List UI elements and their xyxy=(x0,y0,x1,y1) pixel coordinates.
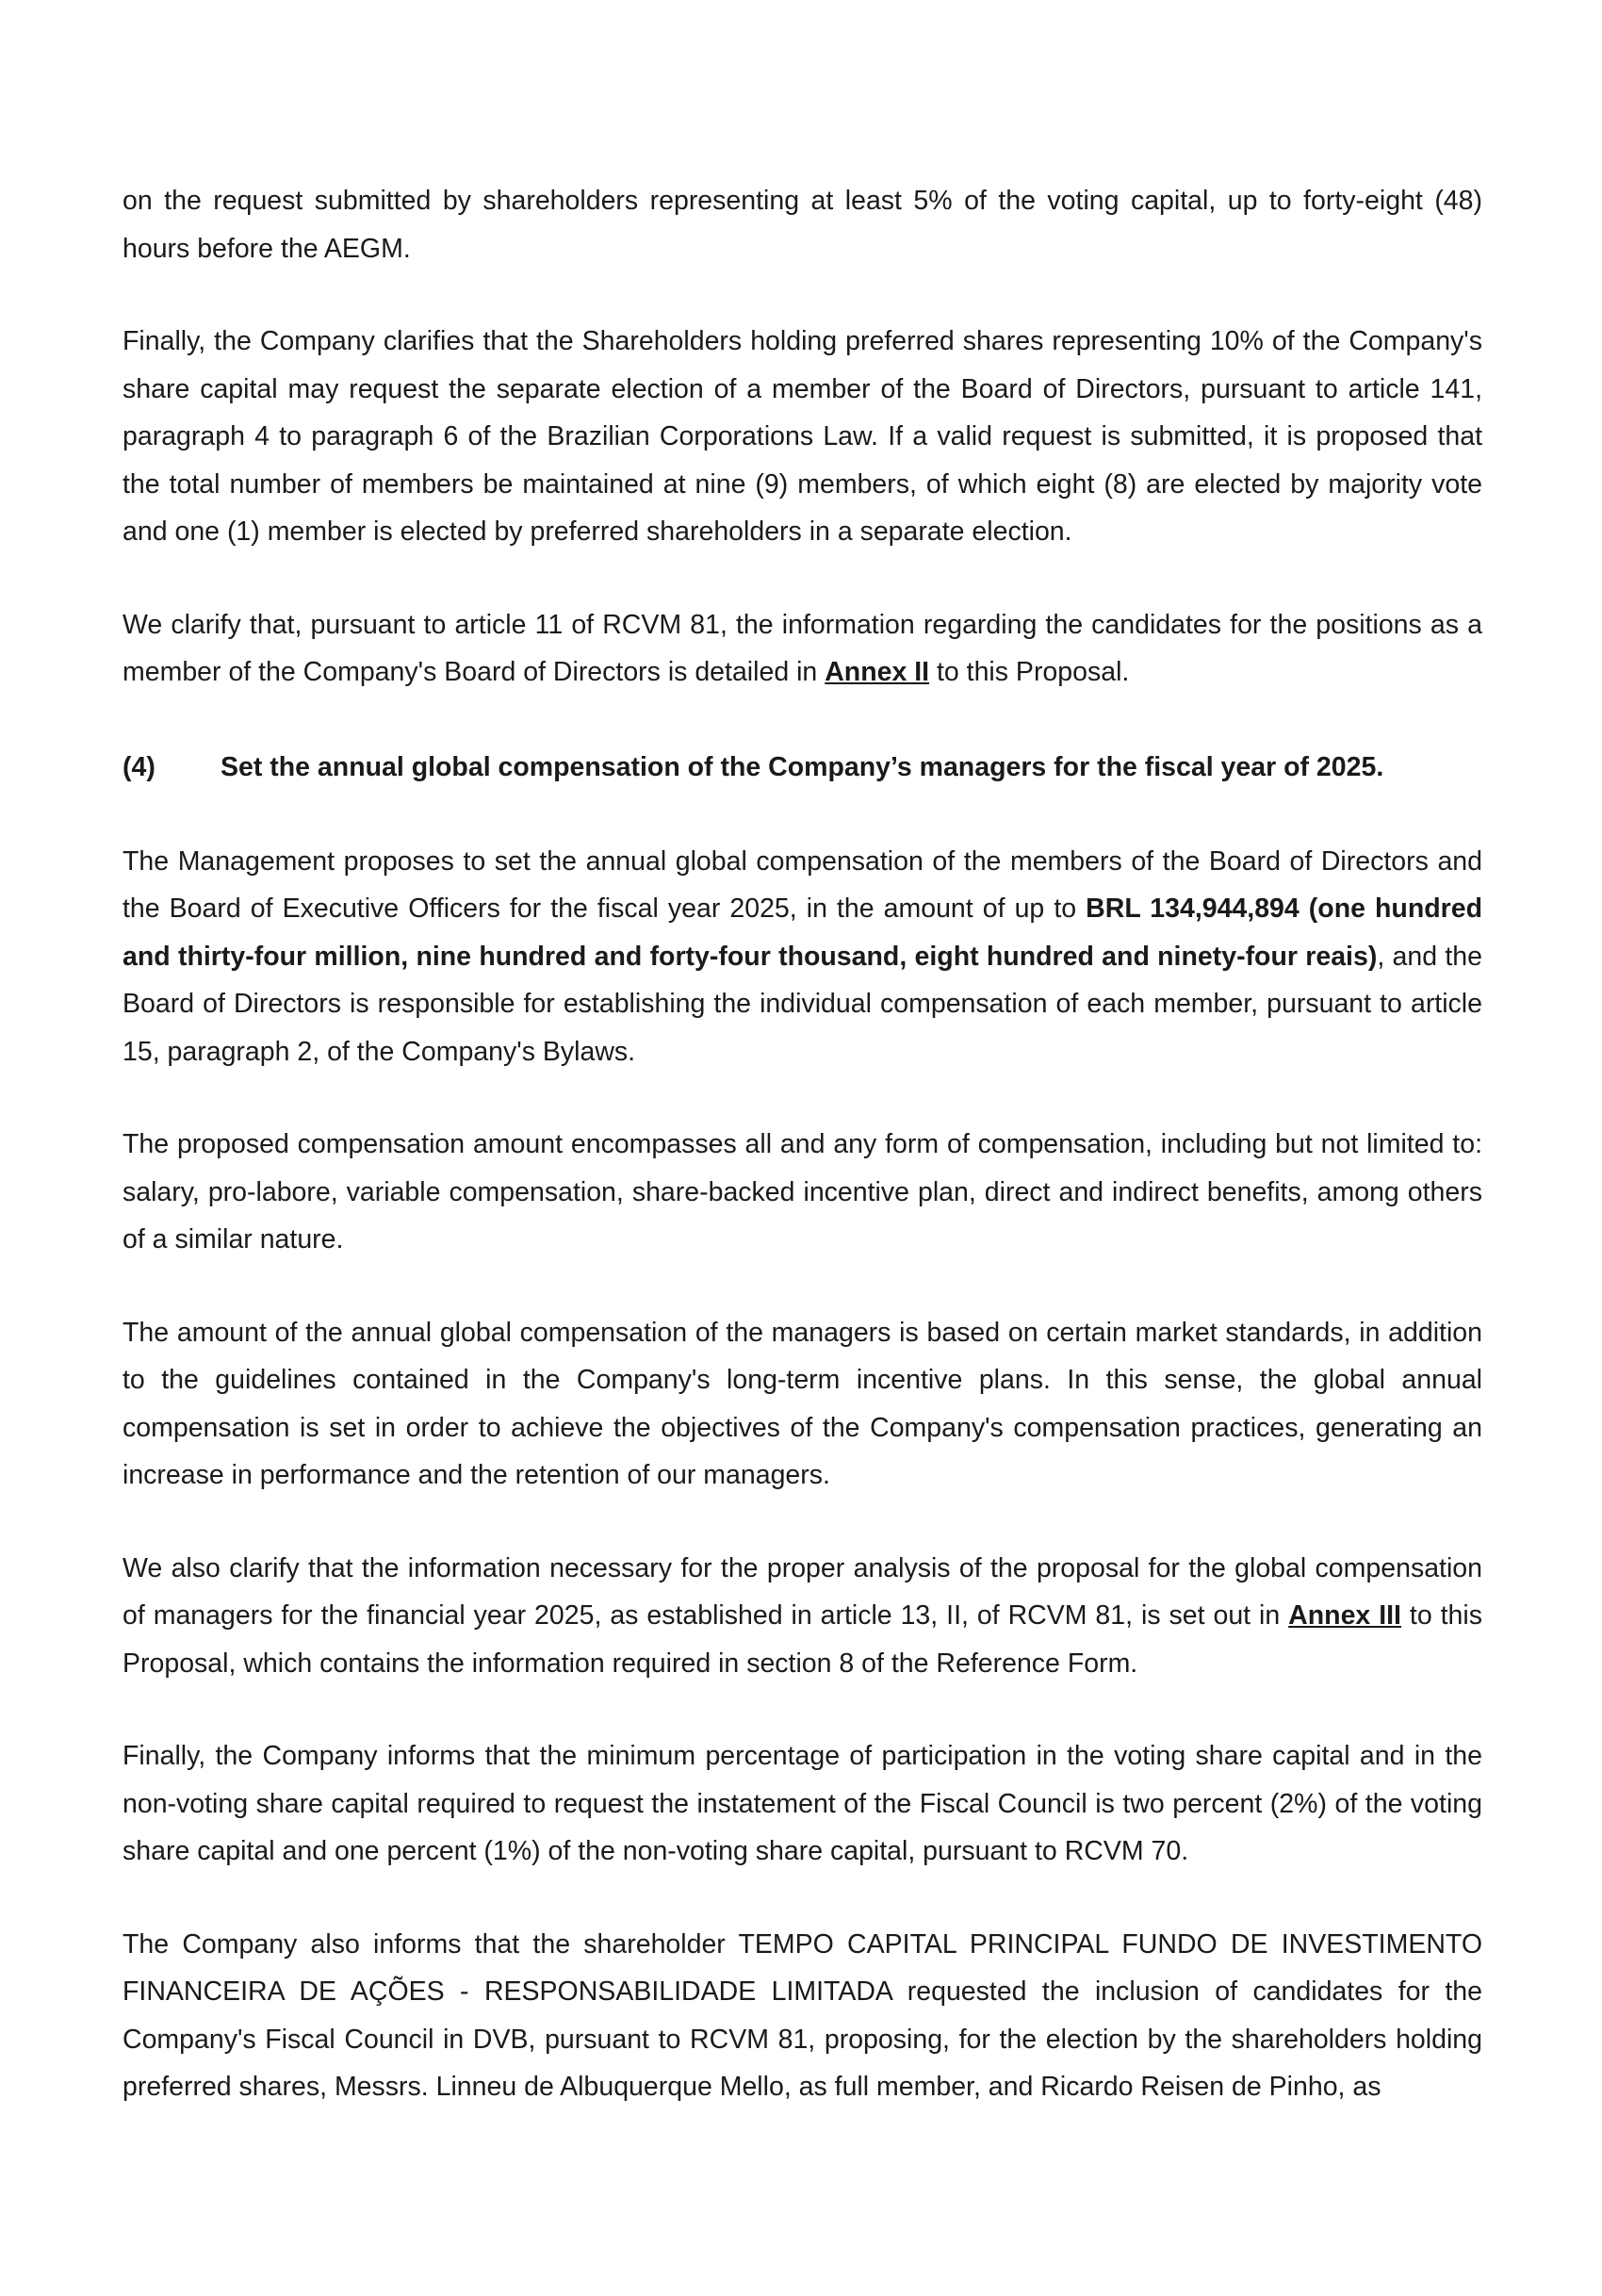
section-number: (4) xyxy=(123,751,155,782)
paragraph-text: , and the Board of Directors is responsible for establishing the individual compensation of each member, pursuant to article 15, paragraph 2, of the Company's Bylaws. xyxy=(123,941,1482,1067)
paragraph-annex-iii-info xyxy=(123,1545,1482,1688)
compensation-amount: BRL 134,944,894 (one hundred and thirty-four million, nine hundred and forty-four thousand, eight hundred and ninety-four reais) xyxy=(123,894,1483,972)
document-body xyxy=(123,177,1482,2111)
paragraph-fiscal-council-percentage: Finally, the Company informs that the minimum percentage of participation in the voting share capital and in the non-voting share capital required to request the instatement of the Fiscal Council is two percent (2%) of the voting share capital and one percent (1%) of the non-voting share capital, pursuant to RCVM 70. xyxy=(123,1741,1482,1866)
annex-iii-link[interactable]: Annex III xyxy=(1288,1600,1401,1631)
paragraph-compensation-scope: The proposed compensation amount encompasses all and any form of compensation, including but not limited to: salary, pro-labore, variable compensation, share-backed incentive plan, direct and indirect benefits, among others of a similar nature. xyxy=(123,1129,1482,1255)
paragraph-voting-capital-request: on the request submitted by shareholders representing at least 5% of the voting capital, up to forty-eight (48) hours before the AEGM. xyxy=(123,186,1482,264)
annex-ii-link[interactable]: Annex II xyxy=(825,657,930,687)
paragraph-fiscal-council-candidates: The Company also informs that the shareholder TEMPO CAPITAL PRINCIPAL FUNDO DE INVESTIMENTO FINANCEIRA DE AÇÕES - RESPONSABILIDADE LIMITADA requested the inclusion of candidates for the Company's Fiscal Council in DVB, pursuant to RCVM 81, proposing, for the election by the shareholders holding preferred shares, Messrs. Linneu de Albuquerque Mello, as full member, and Ricardo Reisen de Pinho, as xyxy=(123,1928,1482,2102)
paragraph-text: We also clarify that the information necessary for the proper analysis of the proposal for the global compensation of managers for the financial year 2025, as established in article 13, II, of RCVM 81, is set out in xyxy=(123,1552,1482,1631)
paragraph-text: The Management proposes to set the annual global compensation of the members of the Board of Directors and the Board of Executive Officers for the fiscal year 2025, in the amount of up to xyxy=(123,845,1482,924)
section-heading xyxy=(123,744,1482,791)
paragraph-board-candidates xyxy=(123,601,1482,697)
paragraph-market-standards: The amount of the annual global compensation of the managers is based on certain market standards, in addition to the guidelines contained in the Company's long-term incentive plans. In this sense, the global annual compensation is set in order to achieve the objectives of the Company's compensation practices, generating an increase in performance and the retention of our managers. xyxy=(123,1317,1482,1490)
paragraph-text: to this Proposal, which contains the information required in section 8 of the Reference Form. xyxy=(123,1600,1482,1679)
paragraph-preferred-shares-election: Finally, the Company clarifies that the Shareholders holding preferred shares representing 10% of the Company's share capital may request the separate election of a member of the Board of Directors, pursuant to article 141, paragraph 4 to paragraph 6 of the Brazilian Corporations Law. If a valid request is submitted, it is proposed that the total number of members be maintained at nine (9) members, of which eight (8) are elected by majority vote and one (1) member is elected by preferred shareholders in a separate election. xyxy=(123,326,1482,547)
paragraph-compensation-proposal xyxy=(123,838,1482,1076)
paragraph-text: We clarify that, pursuant to article 11 of RCVM 81, the information regarding the candidates for the positions as a member of the Company's Board of Directors is detailed in xyxy=(123,609,1482,687)
section-title: Set the annual global compensation of the Company’s managers for the fiscal year of 2025. xyxy=(221,751,1384,782)
paragraph-text: to this Proposal. xyxy=(929,657,1130,687)
